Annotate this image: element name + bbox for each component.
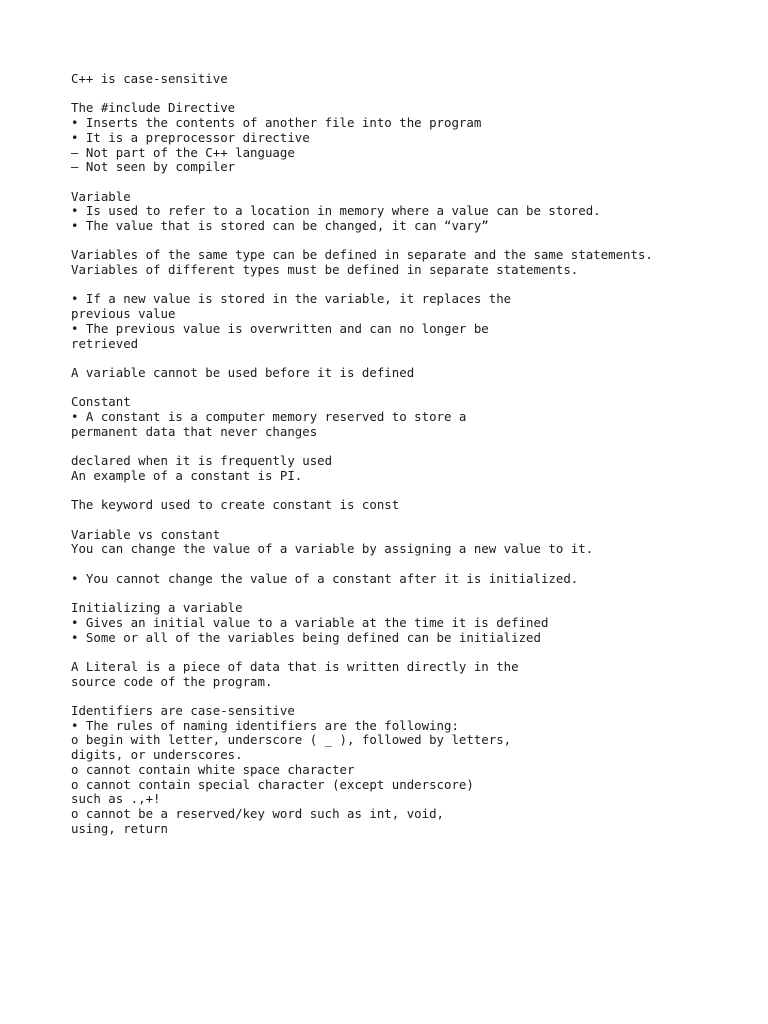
text-line: retrieved: [71, 335, 139, 351]
sub-bullet-item: o cannot be a reserved/key word such as int, void,: [71, 805, 444, 821]
section-heading: Variable vs constant: [71, 526, 221, 542]
text-line: An example of a constant is PI.: [71, 467, 303, 483]
text-line: Variables of the same type can be defined in separate and the same statements.: [71, 247, 653, 263]
bullet-item: • The previous value is overwritten and can no longer be: [71, 320, 489, 336]
text-line: digits, or underscores.: [71, 747, 243, 763]
text-line: permanent data that never changes: [71, 423, 318, 439]
sub-bullet-item: – Not part of the C++ language: [71, 144, 295, 160]
paragraph-new-value: [71, 292, 751, 351]
bullet-item: • The value that is stored can be changed, it can “vary”: [71, 218, 489, 233]
bullet-item: • You cannot change the value of a constant after it is initialized.: [71, 570, 579, 586]
text-line: source code of the program.: [71, 673, 273, 689]
paragraph-include-directive: [71, 101, 751, 175]
text-line: such as .,+!: [71, 791, 161, 807]
text-line: A Literal is a piece of data that is written directly in the: [71, 658, 519, 674]
sub-bullet-item: o cannot contain white space character: [71, 761, 355, 777]
section-heading: Initializing a variable: [71, 600, 243, 616]
paragraph-variable-vs-constant: [71, 528, 751, 557]
paragraph-initializing: [71, 601, 751, 645]
paragraph-variable: [71, 190, 751, 234]
text-line: C++ is case-sensitive: [71, 71, 228, 86]
text-line: A variable cannot be used before it is defined: [71, 364, 415, 380]
text-line: previous value: [71, 306, 176, 322]
paragraph-const-keyword: [71, 498, 751, 513]
bullet-item: • Inserts the contents of another file into the program: [71, 115, 482, 131]
paragraph-constant-immutable: [71, 572, 751, 587]
text-line: using, return: [71, 820, 168, 836]
text-line: Variables of different types must be defined in separate statements.: [71, 262, 579, 278]
sub-bullet-item: o begin with letter, underscore ( _ ), followed by letters,: [71, 732, 512, 748]
bullet-item: • A constant is a computer memory reserved to store a: [71, 409, 467, 425]
bullet-item: • The rules of naming identifiers are the following:: [71, 717, 459, 733]
bullet-item: • It is a preprocessor directive: [71, 129, 310, 145]
section-heading: Variable: [71, 188, 131, 204]
text-line: You can change the value of a variable by assigning a new value to it.: [71, 541, 594, 557]
document-page: [71, 72, 751, 851]
bullet-item: • Some or all of the variables being defined can be initialized: [71, 629, 541, 645]
bullet-item: • Is used to refer to a location in memory where a value can be stored.: [71, 203, 601, 219]
paragraph-case-sensitive: [71, 72, 751, 87]
paragraph-constant-example: [71, 454, 751, 483]
section-heading: The #include Directive: [71, 100, 236, 116]
section-heading: Identifiers are case-sensitive: [71, 703, 295, 719]
section-heading: Constant: [71, 394, 131, 410]
text-line: declared when it is frequently used: [71, 453, 333, 469]
text-line: The keyword used to create constant is const: [71, 497, 400, 513]
bullet-item: • Gives an initial value to a variable at the time it is defined: [71, 614, 549, 630]
bullet-item: • If a new value is stored in the variable, it replaces the: [71, 291, 512, 307]
paragraph-defined-before-use: [71, 366, 751, 381]
paragraph-constant: [71, 395, 751, 439]
sub-bullet-item: o cannot contain special character (except underscore): [71, 776, 474, 792]
sub-bullet-item: – Not seen by compiler: [71, 159, 236, 175]
paragraph-identifiers: [71, 704, 751, 836]
paragraph-variable-types: [71, 248, 751, 277]
paragraph-literal: [71, 660, 751, 689]
